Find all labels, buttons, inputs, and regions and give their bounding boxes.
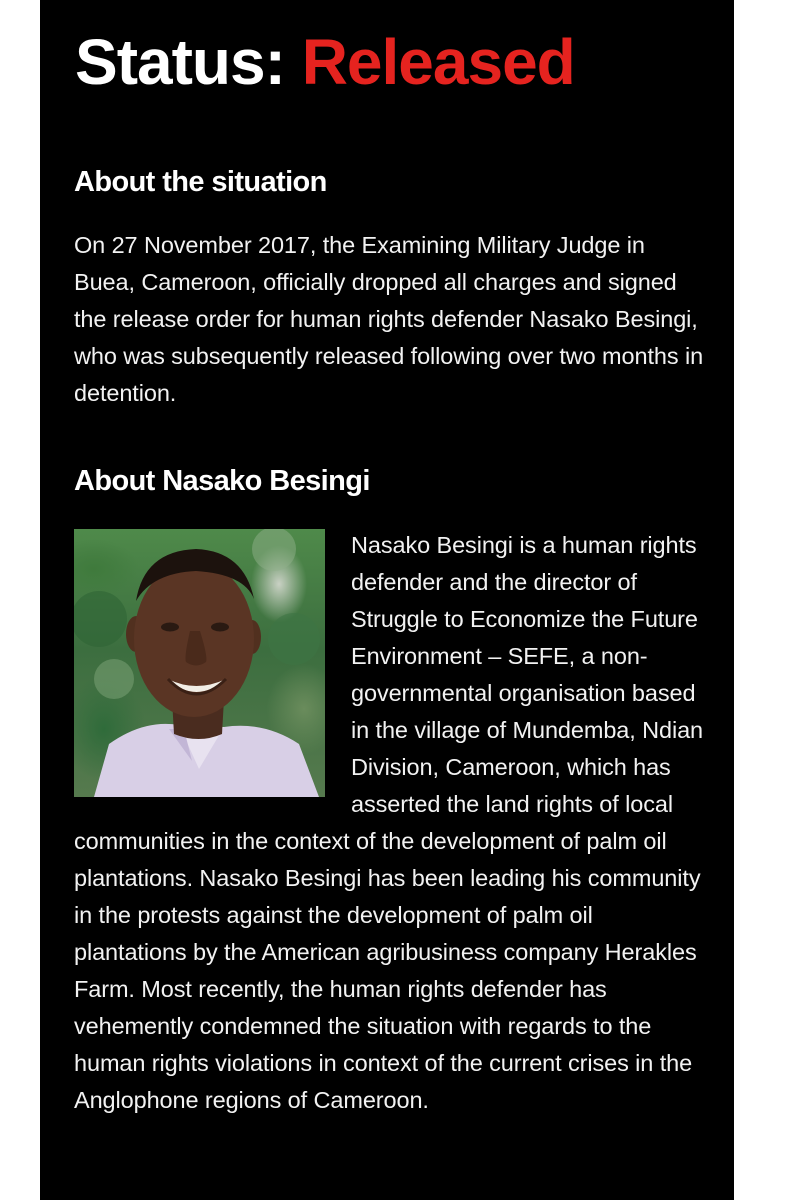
status-heading	[75, 22, 575, 102]
situation-heading: About the situation	[74, 166, 327, 198]
portrait-photo	[74, 529, 325, 797]
status-label: Status:	[75, 26, 285, 98]
person-section	[74, 527, 704, 1119]
status-value: Released	[301, 26, 575, 98]
situation-text: On 27 November 2017, the Examining Military Judge in Buea, Cameroon, officially dropped all charges and signed the release order for human rights defender Nasako Besingi, who was subsequently released following over two months in detention.	[74, 232, 704, 406]
person-text: Nasako Besingi is a human rights defender and the director of Struggle to Economize the Future Environment – SEFE, a non-governmental organisation based in the village of Mundemba, Ndian Division, Cameroon, which has asserted the land rights of local communities in the context of the development of palm oil plantations. Nasako Besingi has been leading his community in the protests against the development of palm oil plantations by the American agribusiness company Herakles Farm. Most recently, the human rights defender has vehemently condemned the situation with regards to the human rights violations in context of the current crises in the Anglophone regions of Cameroon.	[74, 532, 704, 1113]
person-heading: About Nasako Besingi	[74, 465, 370, 497]
